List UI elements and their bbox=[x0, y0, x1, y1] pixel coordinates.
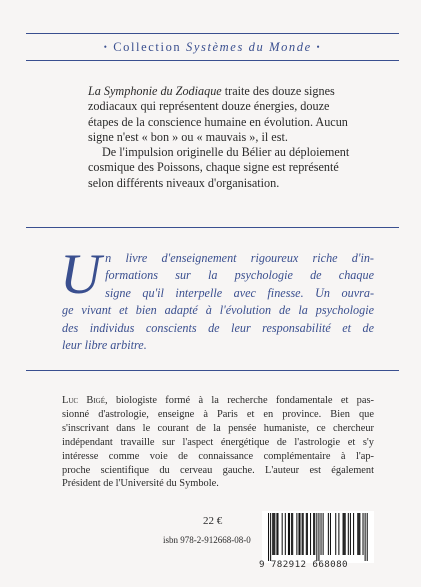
intro-text bbox=[88, 84, 358, 191]
barcode-graphic bbox=[262, 511, 374, 561]
author-line: indépendant travaille sur l'aspect énergétique de l'astrologie et s'y bbox=[62, 436, 374, 448]
isbn: isbn 978-2-912668-08-0 bbox=[163, 535, 251, 545]
barcode-bar bbox=[353, 513, 354, 555]
barcode-bar bbox=[330, 513, 331, 555]
author-line-1-rest: , biologiste formé à la recherche fondamentale et pas- bbox=[105, 395, 374, 406]
intro-p1-text: traite des douze signes zodiacaux qui représentent douze énergies, douze étapes de la conscience humaine en évolution. Aucun signe n'est « bon » ou « mauvais », il est. bbox=[88, 84, 348, 144]
barcode-bar bbox=[306, 513, 307, 555]
barcode-bar bbox=[310, 513, 311, 555]
quote-line: signe qu'il interpelle avec finesse. Un ouvra- bbox=[105, 285, 374, 300]
barcode-bar bbox=[363, 513, 364, 555]
barcode-bar bbox=[343, 513, 344, 555]
barcode-bar bbox=[328, 513, 329, 555]
author-bio bbox=[62, 394, 374, 491]
header-bottom-rule bbox=[26, 60, 399, 61]
drop-cap: U bbox=[60, 243, 102, 306]
barcode-bar bbox=[313, 513, 314, 555]
book-title: La Symphonie du Zodiaque bbox=[88, 84, 222, 98]
barcode-bar bbox=[350, 513, 351, 555]
top-rule bbox=[26, 33, 399, 34]
barcode-bar bbox=[288, 513, 289, 555]
barcode-bar bbox=[335, 513, 336, 555]
barcode-bar bbox=[344, 513, 345, 555]
author-line: intéresse comme voie de connaissance complémentaire à l'ap- bbox=[62, 450, 374, 462]
bullet-left: • bbox=[103, 42, 109, 52]
bullet-right: • bbox=[316, 42, 322, 52]
barcode-bar bbox=[272, 513, 273, 555]
barcode-bar bbox=[273, 513, 274, 555]
barcode-bar bbox=[348, 513, 349, 555]
review-quote bbox=[60, 243, 374, 354]
barcode-bar bbox=[358, 513, 359, 555]
author-top-rule bbox=[26, 370, 399, 371]
quote-line: ge vivant et bien adapté à l'évolution de la psychologie bbox=[62, 303, 374, 318]
barcode-bar bbox=[307, 513, 308, 555]
author-name: Luc Bigé bbox=[62, 395, 106, 406]
author-line: Président de l'Université du Symbole. bbox=[62, 478, 219, 490]
barcode-bar bbox=[268, 513, 269, 561]
barcode-bar bbox=[303, 513, 304, 555]
barcode-bar bbox=[365, 513, 366, 561]
barcode-bar bbox=[345, 513, 346, 555]
author-line: s'inscrivant dans le courant de la pensée humaniste, ce chercheur bbox=[62, 422, 374, 434]
author-line: sionné d'astrologie, enseigne à Paris et en province. Bien que bbox=[62, 408, 374, 420]
price: 22 € bbox=[203, 515, 223, 527]
barcode-bar bbox=[291, 513, 292, 555]
collection-word: Collection bbox=[113, 40, 182, 54]
author-line bbox=[62, 394, 374, 408]
barcode-digits: 9 782912 668080 bbox=[259, 559, 348, 570]
barcode-bar bbox=[270, 513, 271, 561]
quote-line: des individus conscients de leur responsabilité et de bbox=[62, 320, 374, 335]
barcode-bar bbox=[367, 513, 368, 561]
barcode-bar bbox=[292, 513, 293, 555]
collection-header bbox=[26, 36, 399, 58]
intro-paragraph-2: De l'impulsion originelle du Bélier au déploiement cosmique des Poissons, chaque signe est représenté selon différents niveaux d'organisation. bbox=[88, 145, 350, 190]
quote-line: formations sur la psychologie de chaque bbox=[105, 268, 374, 283]
barcode-bar bbox=[357, 513, 358, 555]
barcode-bar bbox=[316, 513, 317, 561]
barcode-bar bbox=[318, 513, 319, 561]
barcode-bar bbox=[302, 513, 303, 555]
barcode-bar bbox=[296, 513, 297, 555]
barcode-bar bbox=[321, 513, 322, 555]
barcode-bar bbox=[323, 513, 324, 555]
author-line: proche scientifique du cerveau gauche. L'auteur est également bbox=[62, 464, 374, 476]
barcode-bar bbox=[300, 513, 301, 555]
barcode-bar bbox=[276, 513, 277, 555]
barcode-bar bbox=[314, 513, 315, 555]
barcode-bar bbox=[289, 513, 290, 555]
quote-line: n livre d'enseignement rigoureux riche d'in- bbox=[105, 251, 374, 265]
quote-line: leur libre arbitre. bbox=[62, 338, 147, 353]
barcode-bar bbox=[285, 513, 286, 555]
barcode-bar bbox=[274, 513, 275, 555]
barcode bbox=[262, 511, 374, 563]
barcode-bar bbox=[277, 513, 278, 555]
barcode-bar bbox=[338, 513, 339, 555]
intro-paragraph-1 bbox=[88, 84, 358, 145]
quote-top-rule bbox=[26, 227, 399, 228]
barcode-bar bbox=[359, 513, 360, 555]
collection-name: Systèmes du Monde bbox=[186, 40, 312, 54]
barcode-bar bbox=[282, 513, 283, 555]
barcode-bar bbox=[298, 513, 299, 555]
